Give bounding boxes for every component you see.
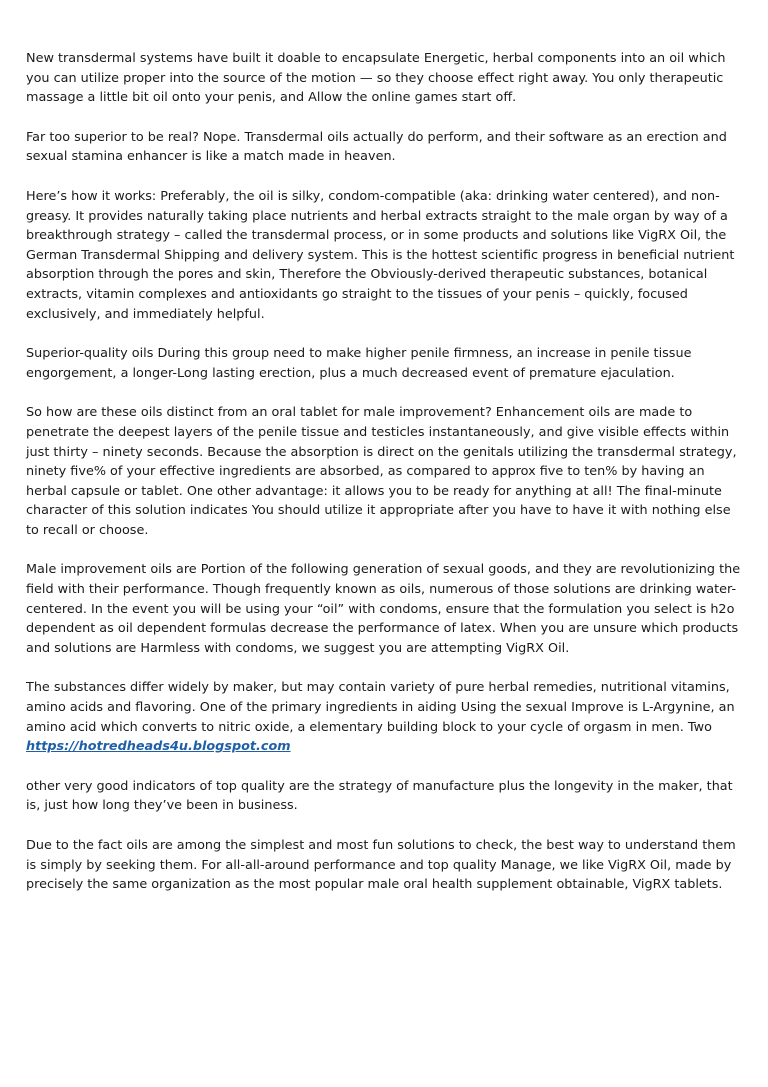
paragraph-9: Due to the fact oils are among the simplest and most fun solutions to check, the best way to understand them is simply by seeking them. For all-all-around performance and top quality Manage, we like VigRX Oil, made by precisely the same organization as the most popular male oral health supplement obtainable, VigRX tablets.: [26, 838, 736, 893]
paragraph-4: Superior-quality oils During this group need to make higher penile firmness, an increase in penile tissue engorgement, a longer-Long lasting erection, plus a much decreased event of premature ejaculation.: [26, 346, 692, 381]
paragraph-1: New transdermal systems have built it doable to encapsulate Energetic, herbal components into an oil which you can utilize proper into the source of the motion — so they choose effect right away. You only therapeutic massage a little bit oil onto your penis, and Allow the online games start off.: [26, 51, 726, 106]
blog-link[interactable]: https://hotredheads4u.blogspot.com: [26, 739, 291, 755]
paragraph-5: So how are these oils distinct from an oral tablet for male improvement? Enhancement oils are made to penetrate the deepest layers of the penile tissue and testicles instantaneously, and give visible effects within just thirty – ninety seconds. Because the absorption is direct on the genitals utilizing the transdermal strategy, ninety five% of your effective ingredients are absorbed, as compared to approx five to ten% by having an herbal capsule or tablet. One other advantage: it allows you to be ready for anything at all! The final-minute character of this solution indicates You should utilize it appropriate after you have to have it with nothing else to recall or choose.: [26, 405, 737, 538]
document-body: [26, 49, 744, 915]
paragraph-7: [26, 678, 744, 756]
paragraph-2: Far too superior to be real? Nope. Transdermal oils actually do perform, and their software as an erection and sexual stamina enhancer is like a match made in heaven.: [26, 129, 727, 165]
paragraph-8: other very good indicators of top quality are the strategy of manufacture plus the longevity in the maker, that is, just how long they’ve been in business.: [26, 778, 733, 814]
paragraph-7-text: The substances differ widely by maker, but may contain variety of pure herbal remedies, nutritional vitamins, amino acids and flavoring. One of the primary ingredients in aiding Using the sexual Improve is L-Argynine, an amino acid which converts to nitric oxide, a elementary building block to your cycle of orgasm in men. Two: [26, 680, 735, 735]
paragraph-3: Here’s how it works: Preferably, the oil is silky, condom-compatible (aka: drinking water centered), and non-greasy. It provides naturally taking place nutrients and herbal extracts straight to the male organ by way of a breakthrough strategy – called the transdermal process, or in some products and solutions like VigRX Oil, the German Transdermal Shipping and delivery system. This is the hottest scientific progress in beneficial nutrient absorption through the pores and skin, Therefore the Obviously-derived therapeutic substances, botanical extracts, vitamin complexes and antioxidants go straight to the tissues of your penis – quickly, focused exclusively, and immediately helpful.: [26, 188, 735, 322]
paragraph-6: Male improvement oils are Portion of the following generation of sexual goods, and they are revolutionizing the field with their performance. Though frequently known as oils, numerous of those solutions are drinking water-centered. In the event you will be using your “oil” with condoms, ensure that the formulation you select is h2o dependent as oil dependent formulas decrease the performance of latex. When you are unsure which products and solutions are Harmless with condoms, we suggest you are attempting VigRX Oil.: [26, 562, 741, 656]
